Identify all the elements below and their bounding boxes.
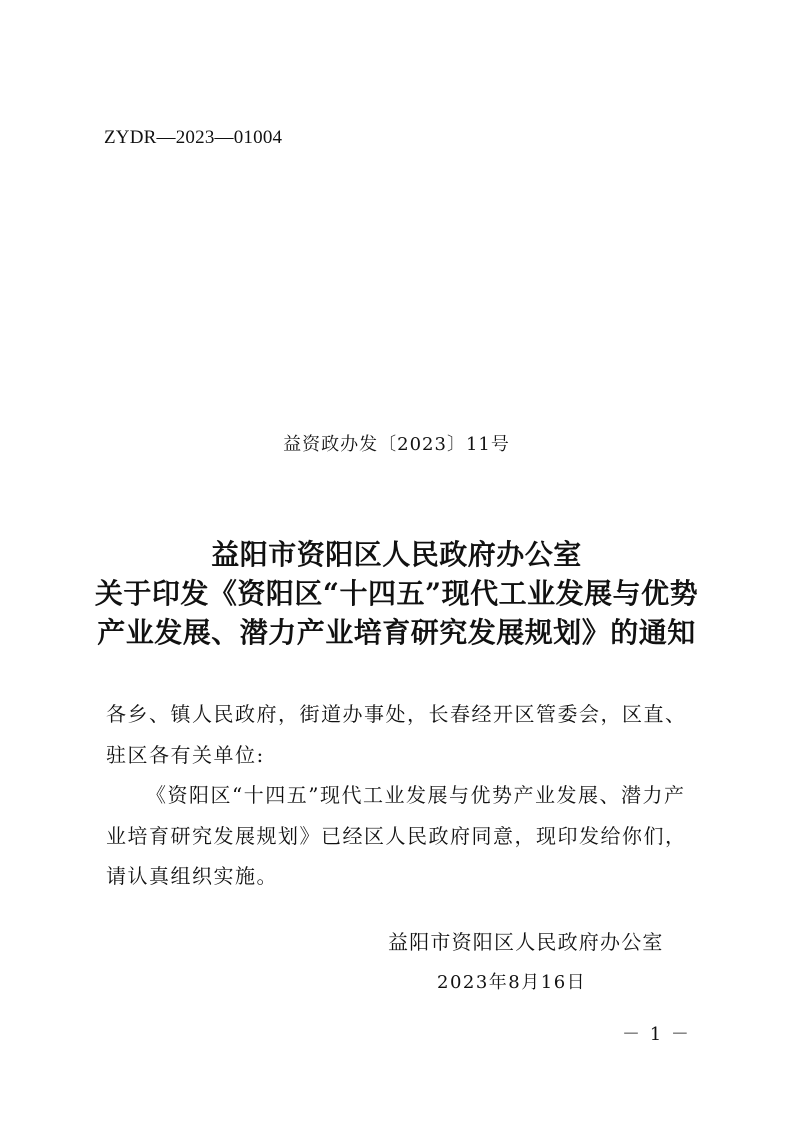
page-number: － 1 － (622, 1024, 691, 1045)
issue-date: 2023年8月16日 (437, 972, 587, 993)
title-line-1: 益阳市资阳区人民政府办公室 (211, 538, 582, 571)
document-title (60, 535, 733, 652)
addressees: 各乡、镇人民政府，街道办事处，长春经开区管委会，区直、驻区各有关单位: (106, 702, 687, 767)
body-paragraph: 《资阳区“十四五”现代工业发展与优势产业发展、潜力产业培育研究发展规划》已经区人民政府同意，现印发给你们，请认真组织实施。 (106, 783, 687, 888)
document-body (106, 694, 690, 897)
document-code: ZYDR—2023—01004 (104, 127, 283, 148)
issuer-name: 益阳市资阳区人民政府办公室 (388, 930, 664, 954)
title-line-2: 关于印发《资阳区“十四五”现代工业发展与优势 (94, 577, 699, 610)
document-number: 益资政办发〔2023〕11号 (283, 434, 510, 455)
title-line-3: 产业发展、潜力产业培育研究发展规划》的通知 (97, 616, 696, 649)
